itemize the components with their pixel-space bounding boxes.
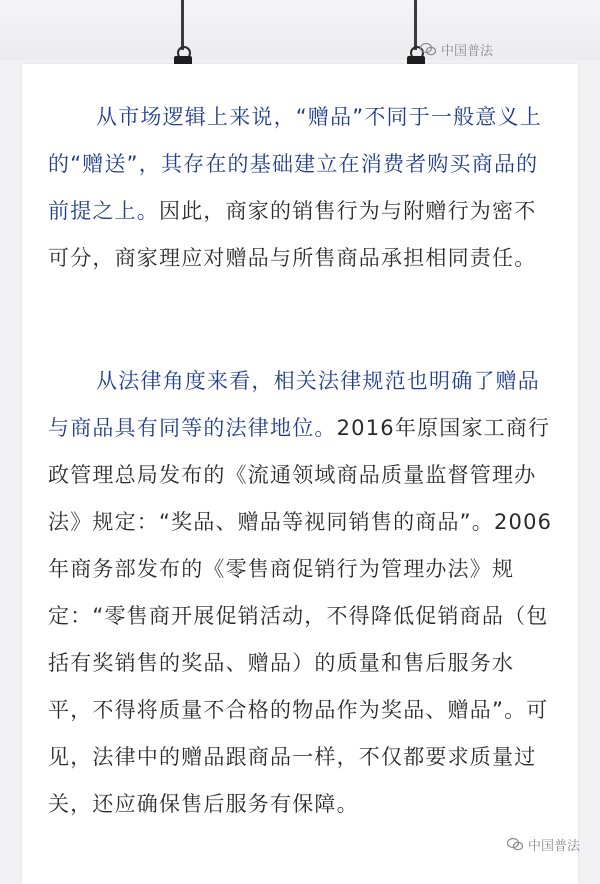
top-banner	[0, 0, 600, 60]
paragraph-1	[48, 94, 558, 282]
paragraph-2	[48, 358, 558, 828]
paragraph-2-highlight: 从法律角度来看，相关法律规范也明确了赠品与商品具有同等的法律地位。	[48, 369, 540, 440]
wechat-bubble-icon	[420, 43, 436, 56]
watermark-text: 中国普法	[527, 838, 580, 853]
top-watermark	[420, 40, 493, 59]
wechat-bubble-icon	[507, 838, 523, 851]
watermark-text: 中国普法	[441, 43, 494, 58]
hanging-string-right	[414, 0, 417, 50]
paragraph-1-body: 因此，商家的销售行为与附赠行为密不可分，商家理应对赠品与所售商品承担相同责任。	[48, 199, 537, 270]
bottom-watermark	[507, 835, 580, 854]
paragraph-1-highlight: 从市场逻辑上来说，“赠品”不同于一般意义上的“赠送”，其存在的基础建立在消费者购买商品的前提之上。	[48, 105, 542, 223]
paragraph-2-body: 2016年原国家工商行政管理总局发布的《流通领域商品质量监督管理办法》规定：“奖品、赠品等视同销售的商品”。2006年商务部发布的《零售商促销行为管理办法》规定：“零售商开展促销活动，不得降低促销商品（包括有奖销售的奖品、赠品）的质量和售后服务水平，不得将质量不合格的物品作为奖品、赠品”。可见，法律中的赠品跟商品一样，不仅都要求质量过关，还应确保售后服务有保障。	[48, 416, 553, 816]
hanging-string-left	[181, 0, 184, 50]
